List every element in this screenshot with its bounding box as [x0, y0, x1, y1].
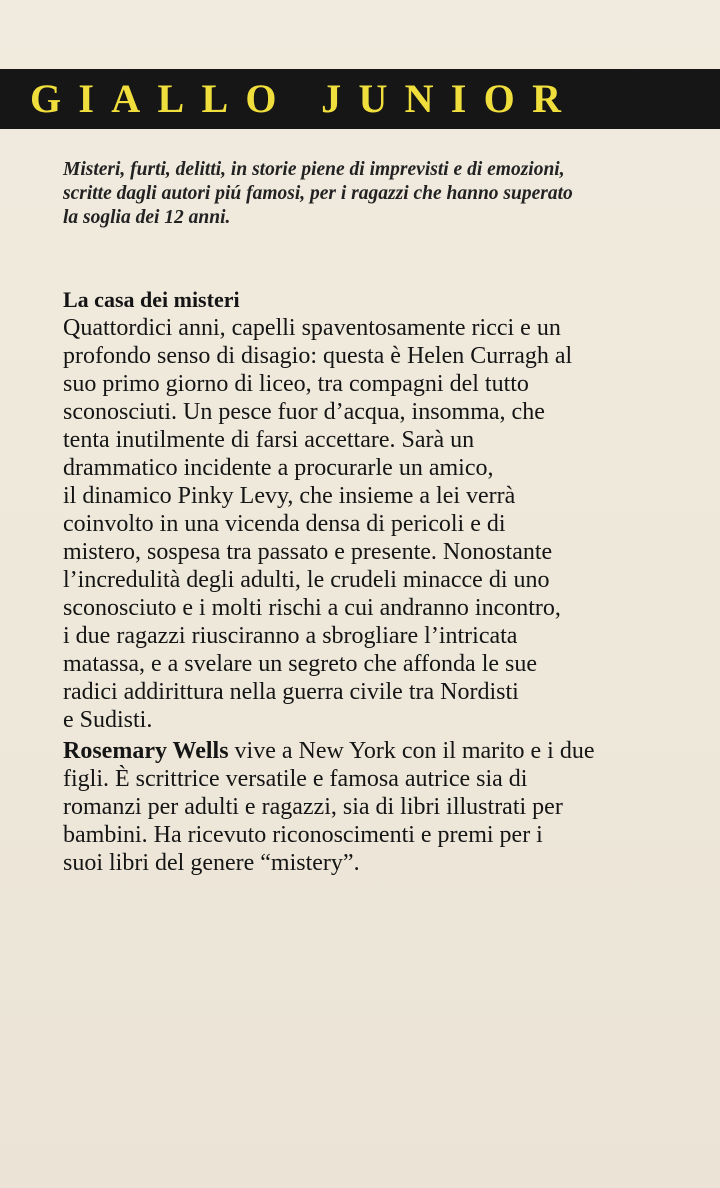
series-header-band — [0, 69, 720, 129]
synopsis-line: suo primo giorno di liceo, tra compagni del tutto — [63, 371, 529, 397]
synopsis-line: profondo senso di disagio: questa è Helen Curragh al — [63, 343, 573, 369]
series-title: GIALLO JUNIOR — [30, 76, 579, 121]
synopsis-line: e Sudisti. — [63, 707, 153, 733]
synopsis-line: sconosciuti. Un pesce fuor d’acqua, insomma, che — [63, 399, 545, 425]
synopsis-line: matassa, e a svelare un segreto che affonda le sue — [63, 651, 538, 677]
tagline-line: la soglia dei 12 anni. — [63, 207, 231, 228]
author-bio-first-line — [63, 737, 713, 765]
tagline-line: Misteri, furti, delitti, in storie piene di imprevisti e di emozioni, — [63, 159, 565, 180]
tagline-line: scritte dagli autori piú famosi, per i ragazzi che hanno superato — [63, 183, 573, 204]
synopsis-line: l’incredulità degli adulti, le crudeli minacce di uno — [63, 567, 550, 593]
synopsis-line: tenta inutilmente di farsi accettare. Sarà un — [63, 427, 475, 453]
synopsis-line: drammatico incidente a procurarle un amico, — [63, 455, 494, 481]
author-bio-line: bambini. Ha ricevuto riconoscimenti e premi per i — [63, 822, 543, 848]
synopsis-line: Quattordici anni, capelli spaventosamente ricci e un — [63, 315, 561, 341]
synopsis-section — [63, 286, 713, 734]
synopsis-line: i due ragazzi riusciranno a sbrogliare l’intricata — [63, 623, 518, 649]
author-bio-line: suoi libri del genere “mistery”. — [63, 850, 360, 876]
author-bio-section — [63, 737, 713, 877]
synopsis-line: sconosciuto e i molti rischi a cui andranno incontro, — [63, 595, 561, 621]
series-tagline — [63, 158, 703, 230]
synopsis-line: il dinamico Pinky Levy, che insieme a lei verrà — [63, 483, 516, 509]
synopsis-line: mistero, sospesa tra passato e presente. Nonostante — [63, 539, 553, 565]
book-title: La casa dei misteri — [63, 287, 240, 312]
author-bio-line: romanzi per adulti e ragazzi, sia di libri illustrati per — [63, 794, 563, 820]
author-bio-text: vive a New York con il marito e i due — [228, 738, 595, 764]
synopsis-line: radici addirittura nella guerra civile tra Nordisti — [63, 679, 519, 705]
author-name: Rosemary Wells — [63, 738, 229, 764]
author-bio-line: figli. È scrittrice versatile e famosa autrice sia di — [63, 766, 528, 792]
synopsis-line: coinvolto in una vicenda densa di pericoli e di — [63, 511, 506, 537]
